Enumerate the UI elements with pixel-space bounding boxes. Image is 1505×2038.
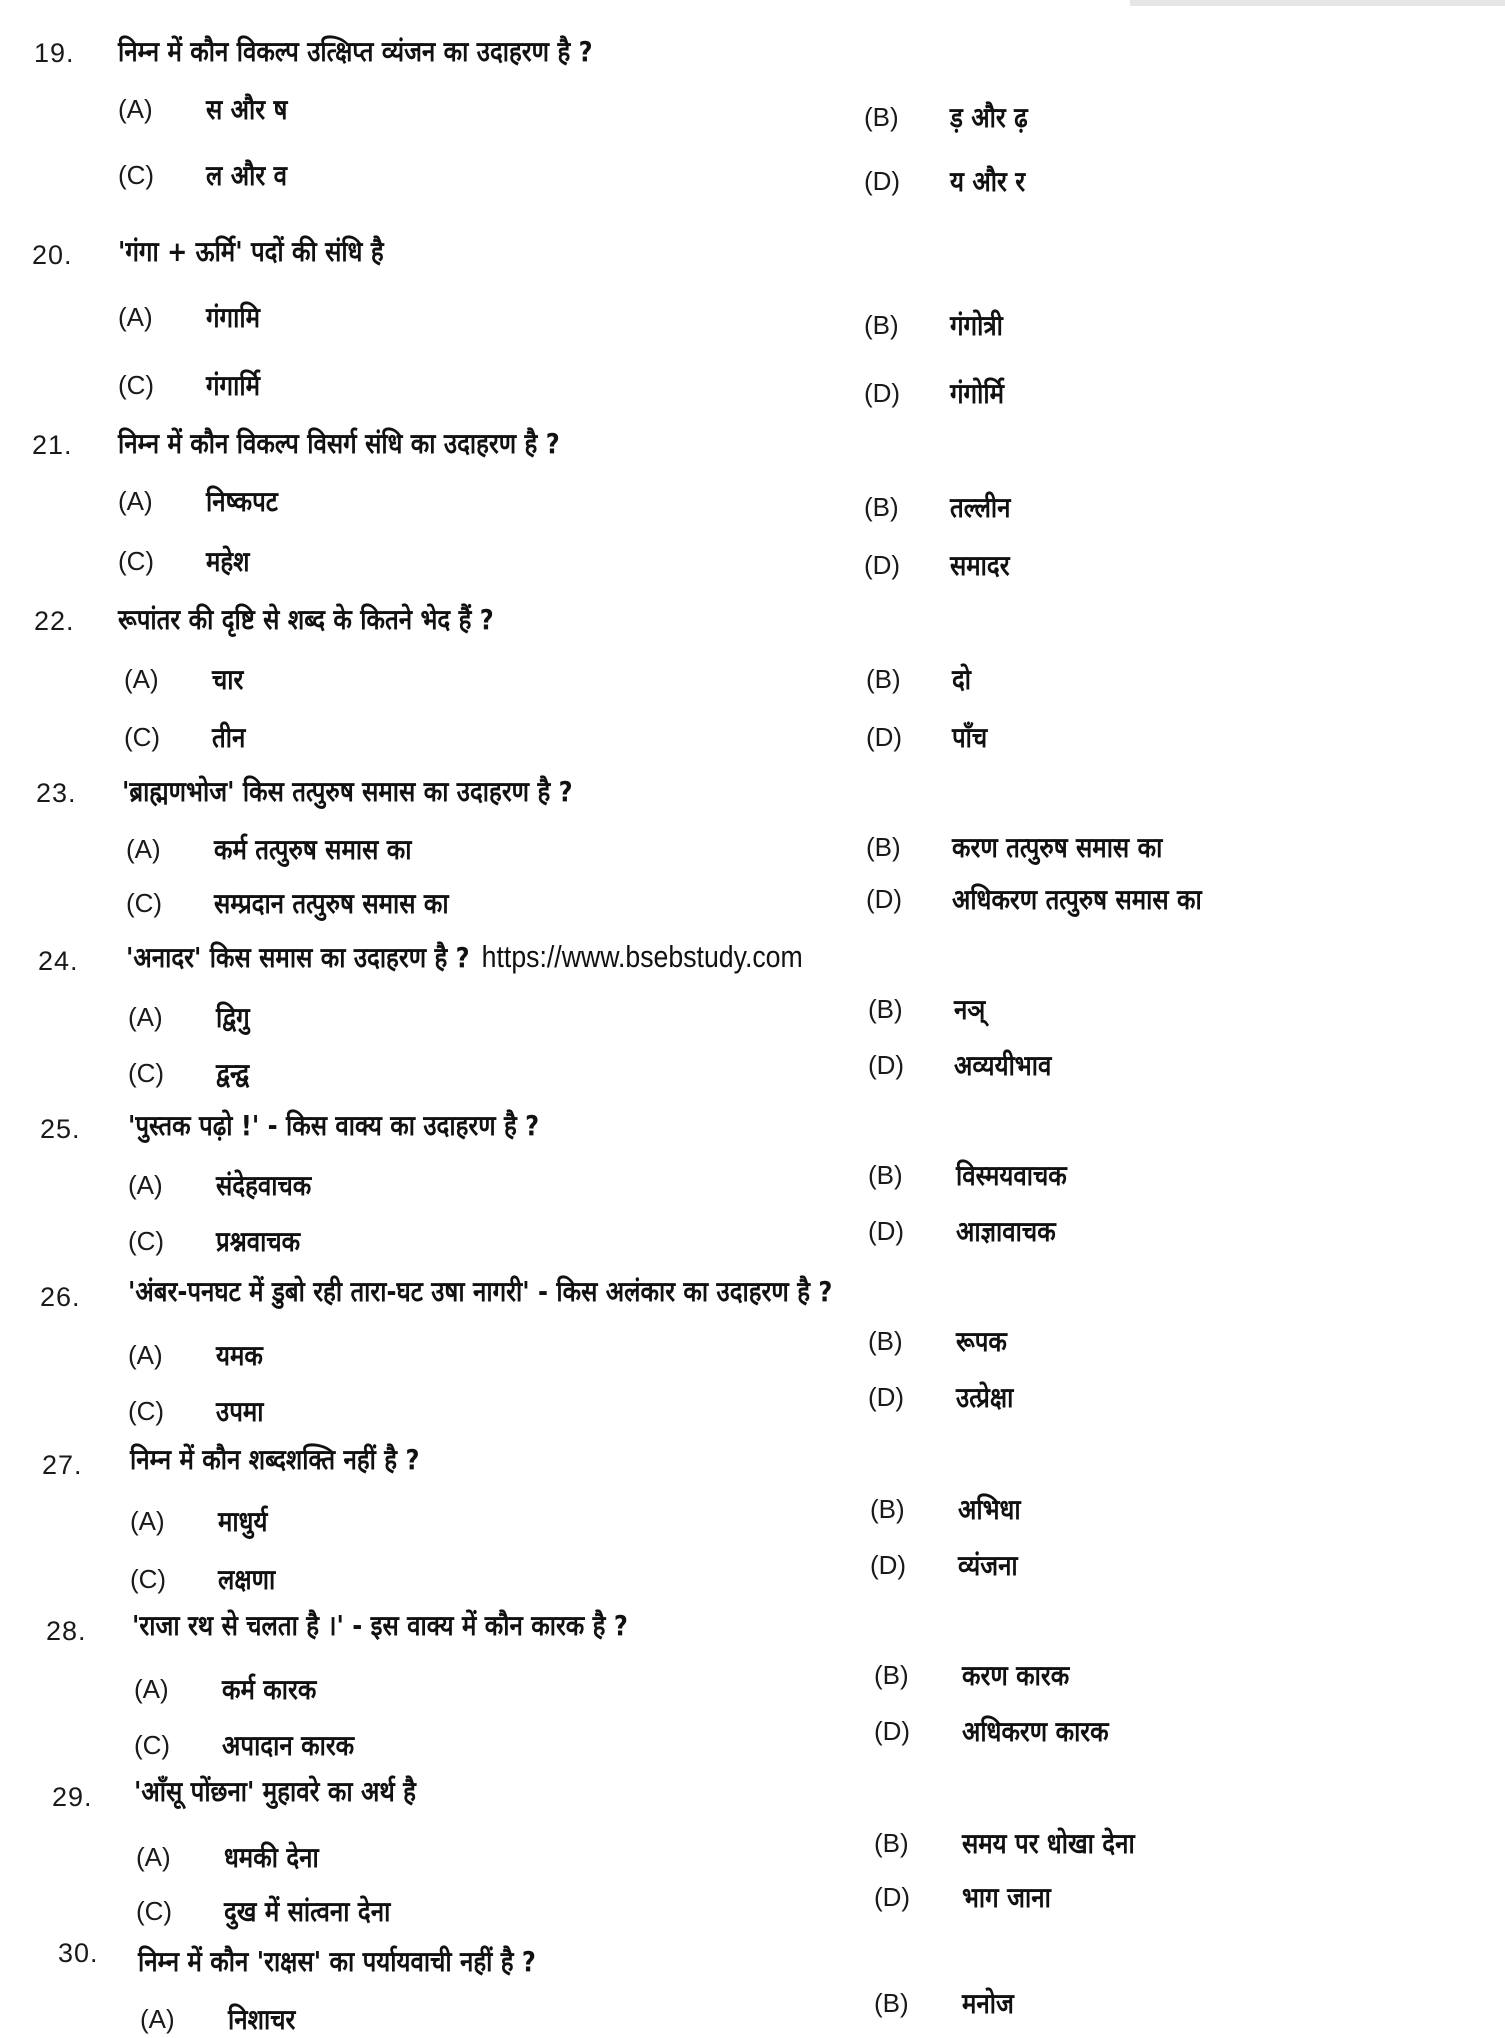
exam-page: 19. निम्न में कौन विकल्प उत्क्षिप्त व्यंजन का उदाहरण है ? (A) स और ष (B) ड़ और ढ़ (C) ल और व (D) य और र 20. 'गंगा + ऊर्मि' पदों की संधि है (A) गंगामि (B) गंगोत्री (C) गंगार्मि (D) गंगोर्मि 21. निम्न में कौन विकल्प विसर्ग संधि का उदाहरण है ? (A) निष्कपट (B) तल्लीन (C) महेश (D) समादर 22. रूपांतर की दृष्टि से शब्द के कितने भेद हैं ? (A) चार (B) दो (C) तीन (D) पाँच 23. 'ब्राह्मणभोज' किस तत्पुरुष समास का उदाहरण है ? (A) कर्म तत्पुरुष समास का (B) करण तत्पुरुष समास का (C) सम्प्रदान तत्पुरुष समास का (D) अधिकरण तत्पुरुष समास का 24. 'अनादर' किस समास का उदाहरण है ? https://www.bsebstudy.com (A) द्विगु (B) नञ् (C) द्वन्द्व (D) अव्ययीभाव 25. 'पुस्तक पढ़ो !' - किस वाक्य का उदाहरण है ? (A) संदेहवाचक (B) विस्मयवाचक (C) प्रश्नवाचक (D) आज्ञावाचक 26. 'अंबर-पनघट में डुबो रही तारा-घट उषा नागरी' - किस अलंकार का उदाहरण है ? (A) यमक (B) रूपक (C) उपमा (D) उत्प्रेक्षा 27. निम्न में कौन शब्दशक्ति नहीं है ? (A) माधुर्य (B) अभिधा (C) लक्षणा (D) व्यंजना 28. 'राजा रथ से चलता है ।' - इस वाक्य में कौन कारक है ? (A) कर्म कारक (B) करण कारक (C) अपादान कारक (D) अधिकरण कारक 29. 'आँसू पोंछना' मुहावरे का अर्थ है (A) धमकी देना (B) समय पर धोखा देना (C) दुख में सांत्वना देना (D) भाग जाना 30. निम्न में कौन 'राक्षस' का पर्यायवाची नहीं है ? (A) निशाचर (B) मनोज: [0, 0, 1505, 2034]
question-text: [126, 938, 803, 976]
question-text: निम्न में कौन विकल्प उत्क्षिप्त व्यंजन का उदाहरण है ?: [118, 35, 593, 68]
question-number: 22.: [34, 606, 75, 636]
question-number: 19.: [34, 38, 75, 68]
question-number: 26.: [40, 1282, 81, 1312]
question-text: निम्न में कौन 'राक्षस' का पर्यायवाची नहीं है ?: [138, 1945, 536, 1978]
question-number: 28.: [46, 1616, 87, 1646]
question-text: 'गंगा + ऊर्मि' पदों की संधि है: [118, 235, 384, 268]
question-number: 23.: [36, 778, 77, 808]
question-number: 29.: [52, 1782, 93, 1812]
question-text-hindi: 'अनादर' किस समास का उदाहरण है ?: [126, 941, 470, 974]
question-number: 30.: [58, 1938, 99, 1968]
question-number: 24.: [38, 946, 79, 976]
question-text: निम्न में कौन विकल्प विसर्ग संधि का उदाहरण है ?: [118, 427, 560, 460]
question-text: 'राजा रथ से चलता है ।' - इस वाक्य में कौन कारक है ?: [132, 1609, 628, 1642]
question-number: 20.: [32, 240, 73, 270]
question-text: रूपांतर की दृष्टि से शब्द के कितने भेद हैं ?: [118, 603, 494, 636]
question-text: 'पुस्तक पढ़ो !' - किस वाक्य का उदाहरण है ?: [128, 1109, 540, 1142]
question-text: 'ब्राह्मणभोज' किस तत्पुरुष समास का उदाहरण है ?: [122, 775, 573, 808]
question-text: 'अंबर-पनघट में डुबो रही तारा-घट उषा नागरी' - किस अलंकार का उदाहरण है ?: [128, 1275, 833, 1308]
question-number: 25.: [40, 1114, 81, 1144]
question-text: 'आँसू पोंछना' मुहावरे का अर्थ है: [134, 1775, 416, 1808]
question-number: 27.: [42, 1450, 83, 1480]
question-number: 21.: [32, 430, 73, 460]
question-text: निम्न में कौन शब्दशक्ति नहीं है ?: [130, 1443, 420, 1476]
top-edge: [1130, 0, 1505, 6]
watermark-url[interactable]: https://www.bsebstudy.com: [481, 939, 803, 974]
